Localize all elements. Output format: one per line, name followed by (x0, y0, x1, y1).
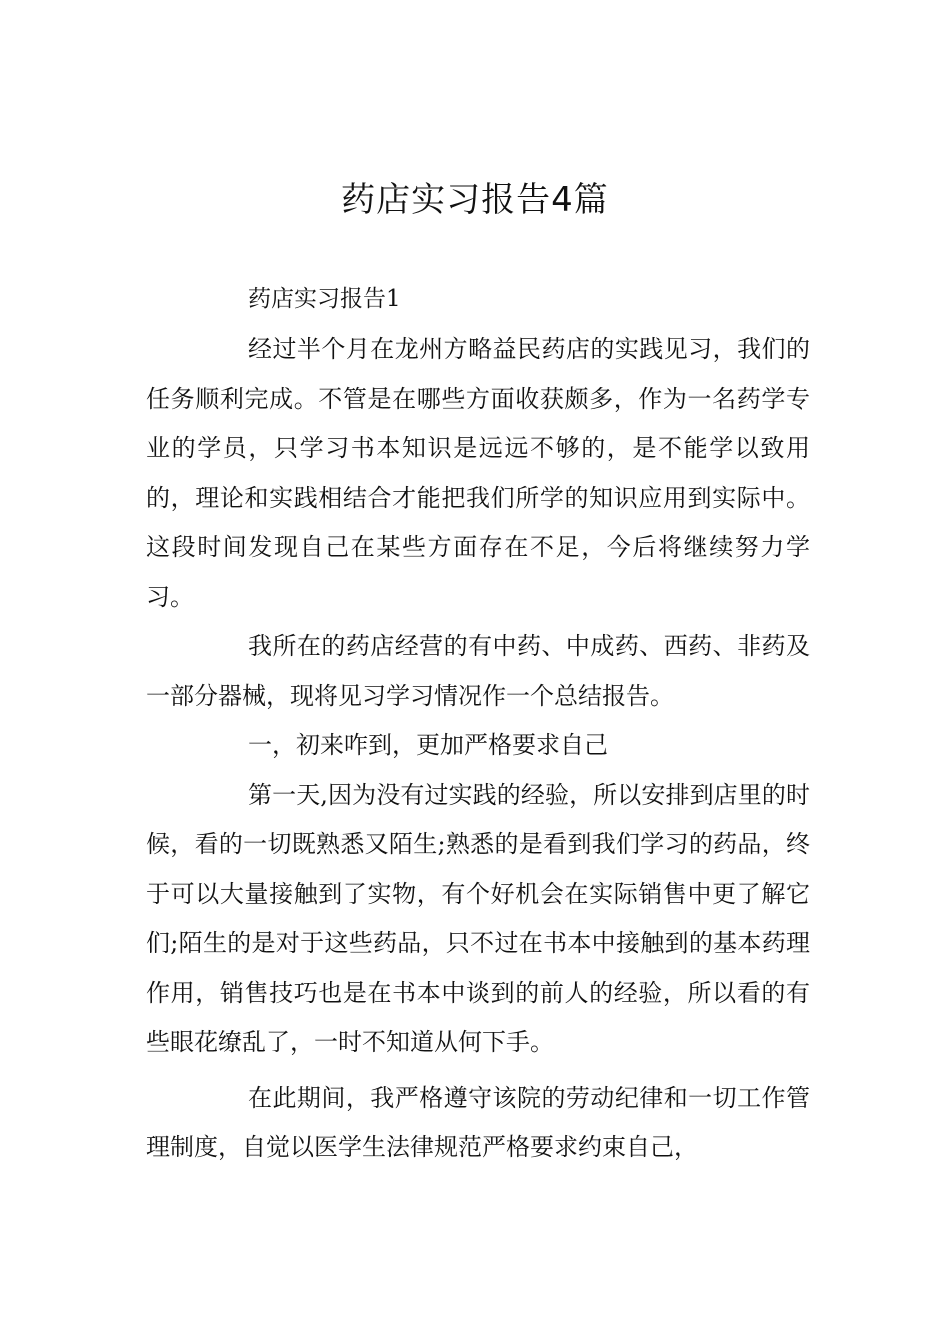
body-paragraph: 经过半个月在龙州方略益民药店的实践见习，我们的任务顺利完成。不管是在哪些方面收获颇多，作为一名药学专业的学员，只学习书本知识是远远不够的，是不能学以致用的，理论和实践相结合才能把我们所学的知识应用到实际中。这段时间发现自己在某些方面存在不足，今后将继续努力学习。 (146, 335, 810, 611)
document-title: 药店实习报告4篇 (341, 180, 609, 220)
section-title: 药店实习报告1 (248, 286, 401, 312)
body-paragraph: 在此期间，我严格遵守该院的劳动纪律和一切工作管理制度，自觉以医学生法律规范严格要求约束自己， (146, 1083, 810, 1161)
section-heading: 一，初来咋到，更加严格要求自己 (248, 731, 608, 759)
body-paragraph: 第一天,因为没有过实践的经验，所以安排到店里的时候，看的一切既熟悉又陌生;熟悉的是看到我们学习的药品，终于可以大量接触到了实物，有个好机会在实际销售中更了解它们;陌生的是对于这些药品，只不过在书本中接触到的基本药理作用，销售技巧也是在书本中谈到的前人的经验，所以看的有些眼花缭乱了，一时不知道从何下手。 (146, 780, 810, 1056)
document-body (146, 275, 810, 1173)
body-paragraph: 我所在的药店经营的有中药、中成药、西药、非药及一部分器械，现将见习学习情况作一个总结报告。 (146, 632, 810, 710)
